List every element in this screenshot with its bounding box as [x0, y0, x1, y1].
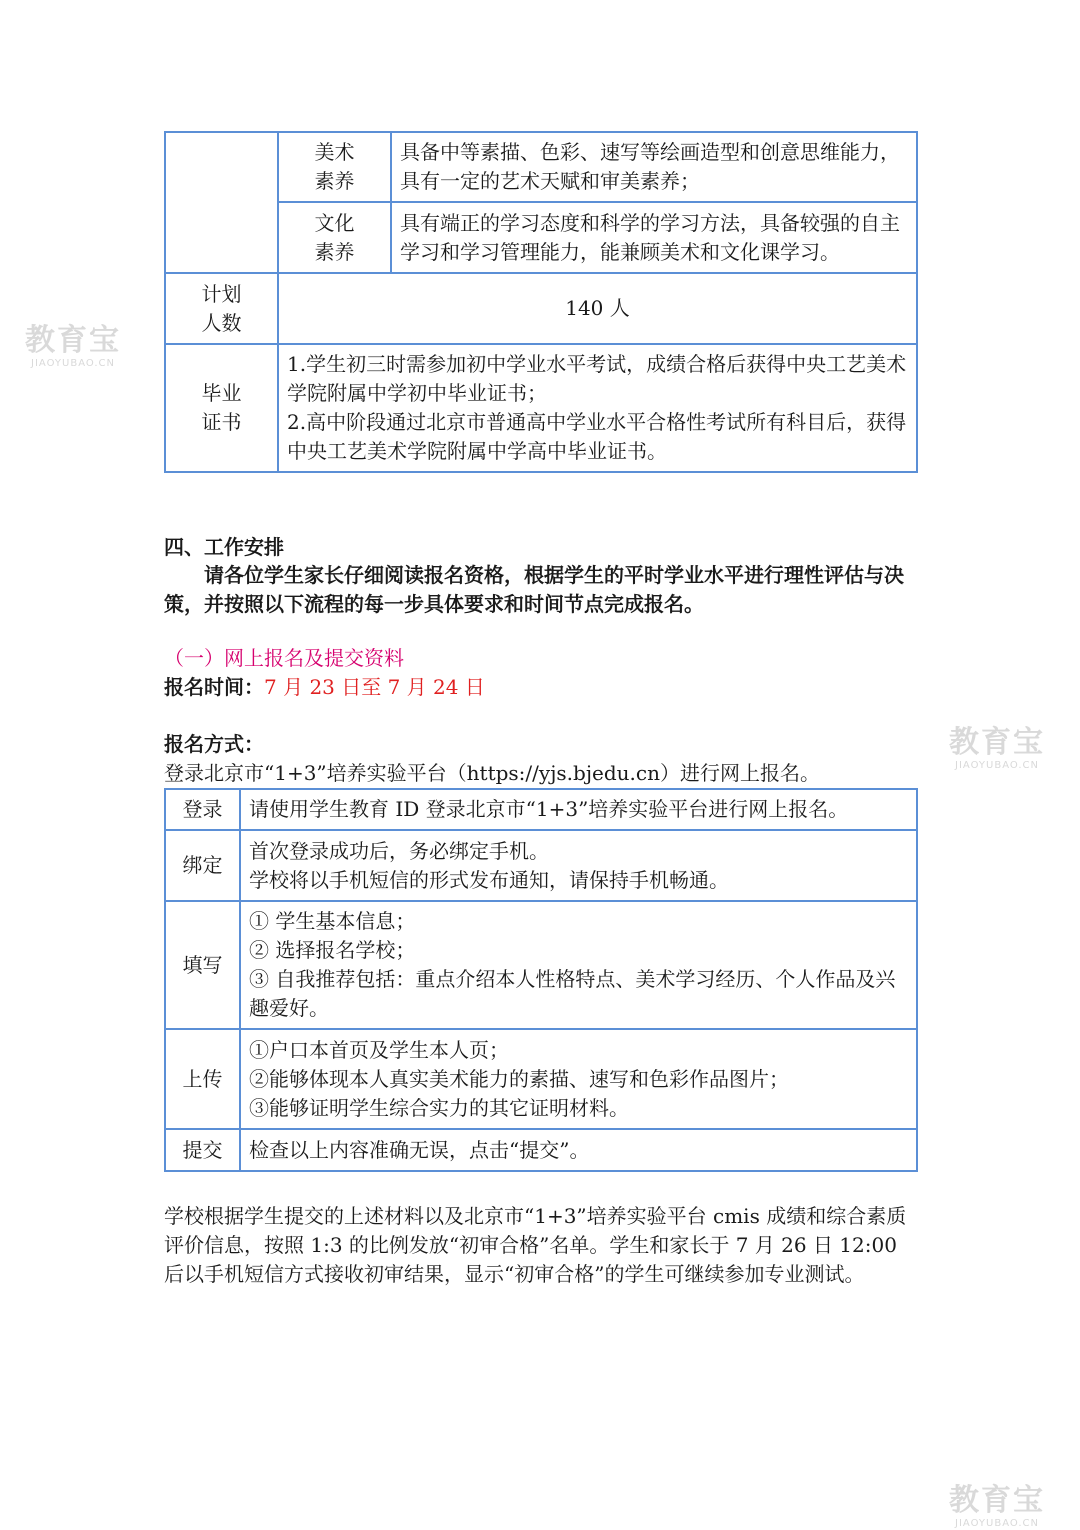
section-heading: 四、工作安排: [164, 535, 284, 559]
step-label: 上传: [165, 1029, 240, 1129]
plan-label: 计划 人数: [165, 273, 278, 344]
watermark: [932, 1484, 1062, 1530]
plan-value: 140 人: [278, 273, 917, 344]
step-label: 登录: [165, 789, 240, 830]
empty-cell: [165, 132, 278, 273]
step-label: 填写: [165, 901, 240, 1029]
watermark-logo: 教育宝: [25, 323, 121, 358]
art-text: 具备中等素描、色彩、速写等绘画造型和创意思维能力，具有一定的艺术天赋和审美素养；: [391, 132, 917, 202]
method-text: 登录北京市“1+3”培养实验平台（https://yjs.bjedu.cn）进行网上报名。: [164, 761, 820, 785]
method-label: 报名方式：: [164, 732, 264, 756]
section-intro: 请各位学生家长仔细阅读报名资格，根据学生的平时学业水平进行理性评估与决策，并按照以下流程的每一步具体要求和时间节点完成报名。: [164, 563, 904, 616]
art-label: 美术 素养: [278, 132, 391, 202]
culture-label: 文化 素养: [278, 202, 391, 273]
step-label: 绑定: [165, 830, 240, 901]
cert-text: 1.学生初三时需参加初中学业水平考试，成绩合格后获得中央工艺美术学院附属中学初中毕业证书； 2.高中阶段通过北京市普通高中学业水平合格性考试所有科目后，获得中央工艺美术学院附属中学高中毕业证书。: [278, 344, 917, 472]
step-text: 检查以上内容准确无误，点击“提交”。: [240, 1129, 917, 1171]
watermark: [8, 324, 138, 370]
watermark-url: JIAOYUBAO.CN: [955, 760, 1039, 771]
requirements-table: [164, 131, 918, 473]
cert-label: 毕业 证书: [165, 344, 278, 472]
watermark: [932, 726, 1062, 772]
watermark-url: JIAOYUBAO.CN: [955, 1518, 1039, 1529]
registration-steps-table: [164, 788, 918, 1172]
sub-heading: （一）网上报名及提交资料: [164, 646, 404, 670]
time-label: 报名时间：: [164, 675, 264, 699]
watermark-logo: 教育宝: [949, 725, 1045, 760]
watermark-url: JIAOYUBAO.CN: [31, 358, 115, 369]
culture-text: 具有端正的学习态度和科学的学习方法，具备较强的自主学习和学习管理能力，能兼顾美术和文化课学习。: [391, 202, 917, 273]
time-value: 7 月 23 日至 7 月 24 日: [264, 675, 485, 699]
registration-time: [164, 673, 485, 702]
step-text: 首次登录成功后，务必绑定手机。 学校将以手机短信的形式发布通知，请保持手机畅通。: [240, 830, 917, 901]
step-text: 请使用学生教育 ID 登录北京市“1+3”培养实验平台进行网上报名。: [240, 789, 917, 830]
step-label: 提交: [165, 1129, 240, 1171]
closing-paragraph: 学校根据学生提交的上述材料以及北京市“1+3”培养实验平台 cmis 成绩和综合素质评价信息，按照 1:3 的比例发放“初审合格”名单。学生和家长于 7 月 26 日 12:00 后以手机短信方式接收初审结果，显示“初审合格”的学生可继续参加专业测试。: [164, 1204, 907, 1286]
step-text: ①户口本首页及学生本人页； ②能够体现本人真实美术能力的素描、速写和色彩作品图片； ③能够证明学生综合实力的其它证明材料。: [240, 1029, 917, 1129]
watermark-logo: 教育宝: [949, 1483, 1045, 1518]
step-text: ① 学生基本信息； ② 选择报名学校； ③ 自我推荐包括：重点介绍本人性格特点、美术学习经历、个人作品及兴趣爱好。: [240, 901, 917, 1029]
